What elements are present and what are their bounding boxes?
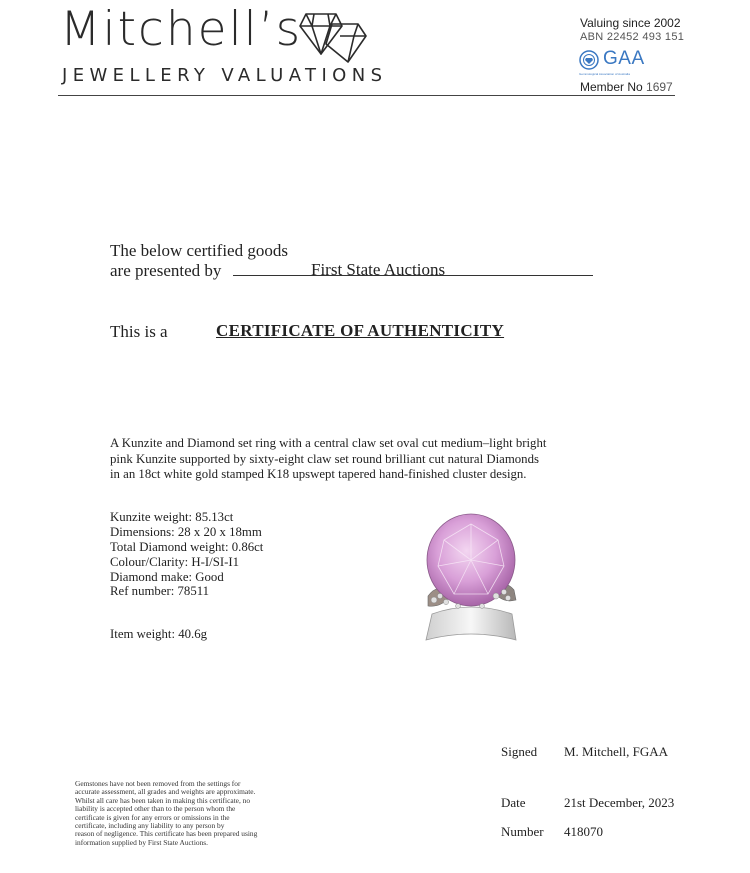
presenter-underline xyxy=(233,275,593,276)
date-label: Date xyxy=(501,795,526,810)
diamond-logo-icon xyxy=(296,10,370,68)
description-line: pink Kunzite supported by sixty-eight claw set round brilliant cut natural Diamonds xyxy=(110,451,539,466)
description-line: in an 18ct white gold stamped K18 upswept tapered hand-finished cluster design. xyxy=(110,467,527,481)
gaa-emblem-icon xyxy=(579,50,599,70)
intro-line-2: are presented by xyxy=(110,261,222,280)
spec-ref-number: Ref number: 78511 xyxy=(110,584,210,598)
spec-diamond-weight: Total Diamond weight: 0.86ct xyxy=(110,540,264,554)
disclaimer-line: Gemstones have not been removed from the settings for xyxy=(75,779,241,788)
ring-photo xyxy=(418,510,524,645)
disclaimer-line: reason of negligence. This certificate has been prepared using xyxy=(75,829,258,839)
description-line: A Kunzite and Diamond set ring with a central claw set oval cut medium–light bright xyxy=(110,436,547,450)
disclaimer-line: liability is accepted other than to the person whom the xyxy=(75,804,236,814)
spec-kunzite-weight: Kunzite weight: 85.13ct xyxy=(110,510,234,524)
signed-value: M. Mitchell, FGAA xyxy=(564,744,668,759)
certificate-title: CERTIFICATE OF AUTHENTICITY xyxy=(216,321,505,340)
date-value: 21st December, 2023 xyxy=(564,795,675,810)
gaa-logo-text: GAA xyxy=(603,48,645,69)
spec-colour-clarity: Colour/Clarity: H-I/SI-I1 xyxy=(110,555,240,569)
header-divider xyxy=(58,95,675,96)
abn-number: ABN 22452 493 151 xyxy=(580,31,685,43)
brand-subtitle: JEWELLERY VALUATIONS xyxy=(62,65,388,86)
disclaimer-line: accurate assessment, all grades and weights are approximate. xyxy=(75,787,256,797)
item-weight: Item weight: 40.6g xyxy=(110,627,208,641)
member-number xyxy=(580,80,673,94)
disclaimer-line: information supplied by First State Auctions. xyxy=(75,837,209,847)
number-label: Number xyxy=(501,824,544,839)
disclaimer xyxy=(75,780,290,847)
spec-diamond-make: Diamond make: Good xyxy=(110,570,224,584)
signed-label: Signed xyxy=(501,744,538,759)
presenter-name: First State Auctions xyxy=(311,260,446,279)
certificate-prefix: This is a xyxy=(110,322,168,341)
member-value: 1697 xyxy=(646,80,673,94)
certificate-number: 418070 xyxy=(564,824,603,839)
disclaimer-line: Whilst all care has been taken in making this certificate, no xyxy=(75,795,251,805)
spec-dimensions: Dimensions: 28 x 20 x 18mm xyxy=(110,525,262,539)
item-description xyxy=(110,436,590,483)
disclaimer-line: certificate, including any liability to any person by xyxy=(75,821,225,831)
intro-line-1: The below certified goods xyxy=(110,241,288,260)
disclaimer-line: certificate is given for any errors or omissions in the xyxy=(75,812,230,822)
brand-name: Mitchell’s xyxy=(60,2,303,57)
member-label: Member No xyxy=(580,80,643,94)
gaa-tagline: Gemmological Association of Australia xyxy=(579,72,630,76)
valuing-since: Valuing since 2002 xyxy=(580,16,681,30)
